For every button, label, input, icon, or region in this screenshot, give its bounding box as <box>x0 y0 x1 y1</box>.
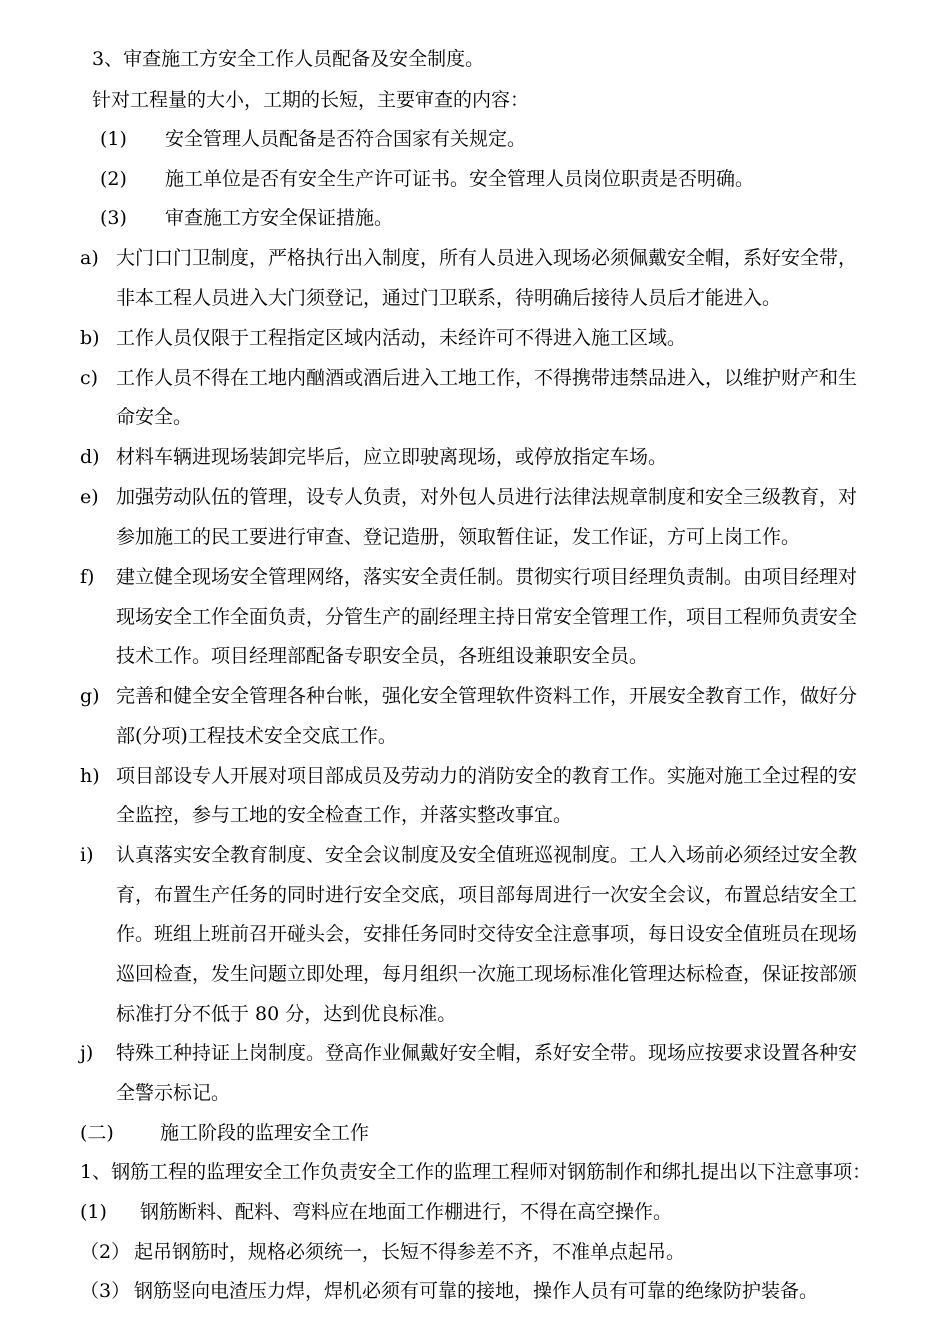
steel-item-number: （3） <box>80 1280 131 1302</box>
steel-item <box>80 1279 819 1303</box>
steel-item-text: 起吊钢筋时，规格必须统一，长短不得参差不齐，不准单点起吊。 <box>134 1241 686 1263</box>
steel-item-text: 钢筋断料、配料、弯料应在地面工作棚进行，不得在高空操作。 <box>140 1201 673 1223</box>
measure-line: 工作人员不得在工地内酗酒或酒后进入工地工作，不得携带违禁品进入，以维护财产和生 <box>116 367 858 389</box>
measure-label: e) <box>80 486 99 508</box>
measure-label: d) <box>80 446 100 468</box>
subsection-title: 施工阶段的监理安全工作 <box>160 1122 370 1144</box>
measure-line: 命安全。 <box>116 406 193 428</box>
measure-line: 技术工作。项目经理部配备专职安全员，各班组设兼职安全员。 <box>116 645 649 667</box>
steel-item <box>80 1200 673 1224</box>
measure-line: 特殊工种持证上岗制度。登高作业佩戴好安全帽，系好安全带。现场应按要求设置各种安 <box>116 1042 858 1064</box>
review-point-text: 施工单位是否有安全生产许可证书。安全管理人员岗位职责是否明确。 <box>165 168 755 190</box>
steel-item-number: （2） <box>80 1241 131 1263</box>
measure-label: c) <box>80 367 99 389</box>
steel-item <box>80 1240 686 1264</box>
measure-label: a) <box>80 247 99 269</box>
measure-line: 现场安全工作全面负责，分管生产的副经理主持日常安全管理工作，项目工程师负责安全 <box>116 606 858 628</box>
measure-label: i) <box>80 844 94 866</box>
measure-line: 加强劳动队伍的管理，设专人负责，对外包人员进行法律法规章制度和安全三级教育，对 <box>116 486 858 508</box>
review-point <box>100 127 527 151</box>
section-heading: 3、审查施工方安全工作人员配备及安全制度。 <box>92 48 485 70</box>
measure-line: 全监控，参与工地的安全检查工作，并落实整改事宜。 <box>116 804 573 826</box>
subsection-number: (二) <box>80 1122 114 1144</box>
measure-label: b) <box>80 327 100 349</box>
review-point-number: (1) <box>100 128 127 150</box>
measure-line: 认真落实安全教育制度、安全会议制度及安全值班巡视制度。工人入场前必须经过安全教 <box>116 844 858 866</box>
measure-line: 部(分项)工程技术安全交底工作。 <box>116 725 397 747</box>
measure-line: 作。班组上班前召开碰头会，安排任务同时交待安全注意事项，每日设安全值班员在现场 <box>116 923 858 945</box>
measure-label: j) <box>80 1042 94 1064</box>
measure-line: 非本工程人员进入大门须登记，通过门卫联系，待明确后接待人员后才能进入。 <box>116 287 782 309</box>
measure-line: 全警示标记。 <box>116 1082 231 1104</box>
measure-label: h) <box>80 765 100 787</box>
measure-line: 育，布置生产任务的同时进行安全交底，项目部每周进行一次安全会议，布置总结安全工 <box>116 884 858 906</box>
review-point <box>100 167 755 191</box>
review-point-number: (3) <box>100 207 127 229</box>
measure-line: 巡回检查，发生问题立即处理，每月组织一次施工现场标准化管理达标检查，保证按部颁 <box>116 963 858 985</box>
steel-item-number: (1) <box>80 1201 107 1223</box>
measure-line: 建立健全现场安全管理网络，落实安全责任制。贯彻实行项目经理负责制。由项目经理对 <box>116 566 858 588</box>
steel-item-text: 钢筋竖向电渣压力焊，焊机必须有可靠的接地，操作人员有可靠的绝缘防护装备。 <box>134 1280 819 1302</box>
measure-line: 标准打分不低于 80 分，达到优良标准。 <box>116 1003 457 1025</box>
review-point-text: 审查施工方安全保证措施。 <box>165 207 394 229</box>
measure-label: g) <box>80 685 100 707</box>
review-point-text: 安全管理人员配备是否符合国家有关规定。 <box>165 128 527 150</box>
review-point <box>100 206 394 230</box>
subsection-heading <box>80 1121 370 1145</box>
measure-line: 工作人员仅限于工程指定区域内活动，未经许可不得进入施工区域。 <box>116 327 687 349</box>
section-intro: 针对工程量的大小，工期的长短，主要审查的内容： <box>92 89 530 111</box>
review-point-number: (2) <box>100 168 127 190</box>
steel-heading: 1、钢筋工程的监理安全工作负责安全工作的监理工程师对钢筋制作和绑扎提出以下注意事项： <box>80 1161 872 1183</box>
measure-line: 参加施工的民工要进行审查、登记造册，领取暂住证，发工作证，方可上岗工作。 <box>116 526 801 548</box>
measure-line: 材料车辆进现场装卸完毕后，应立即驶离现场，或停放指定车场。 <box>116 446 668 468</box>
measure-line: 项目部设专人开展对项目部成员及劳动力的消防安全的教育工作。实施对施工全过程的安 <box>116 765 858 787</box>
measure-line: 大门口门卫制度，严格执行出入制度，所有人员进入现场必须佩戴安全帽，系好安全带， <box>116 247 858 269</box>
measure-line: 完善和健全安全管理各种台帐，强化安全管理软件资料工作，开展安全教育工作，做好分 <box>116 685 858 707</box>
measure-label: f) <box>80 566 95 588</box>
